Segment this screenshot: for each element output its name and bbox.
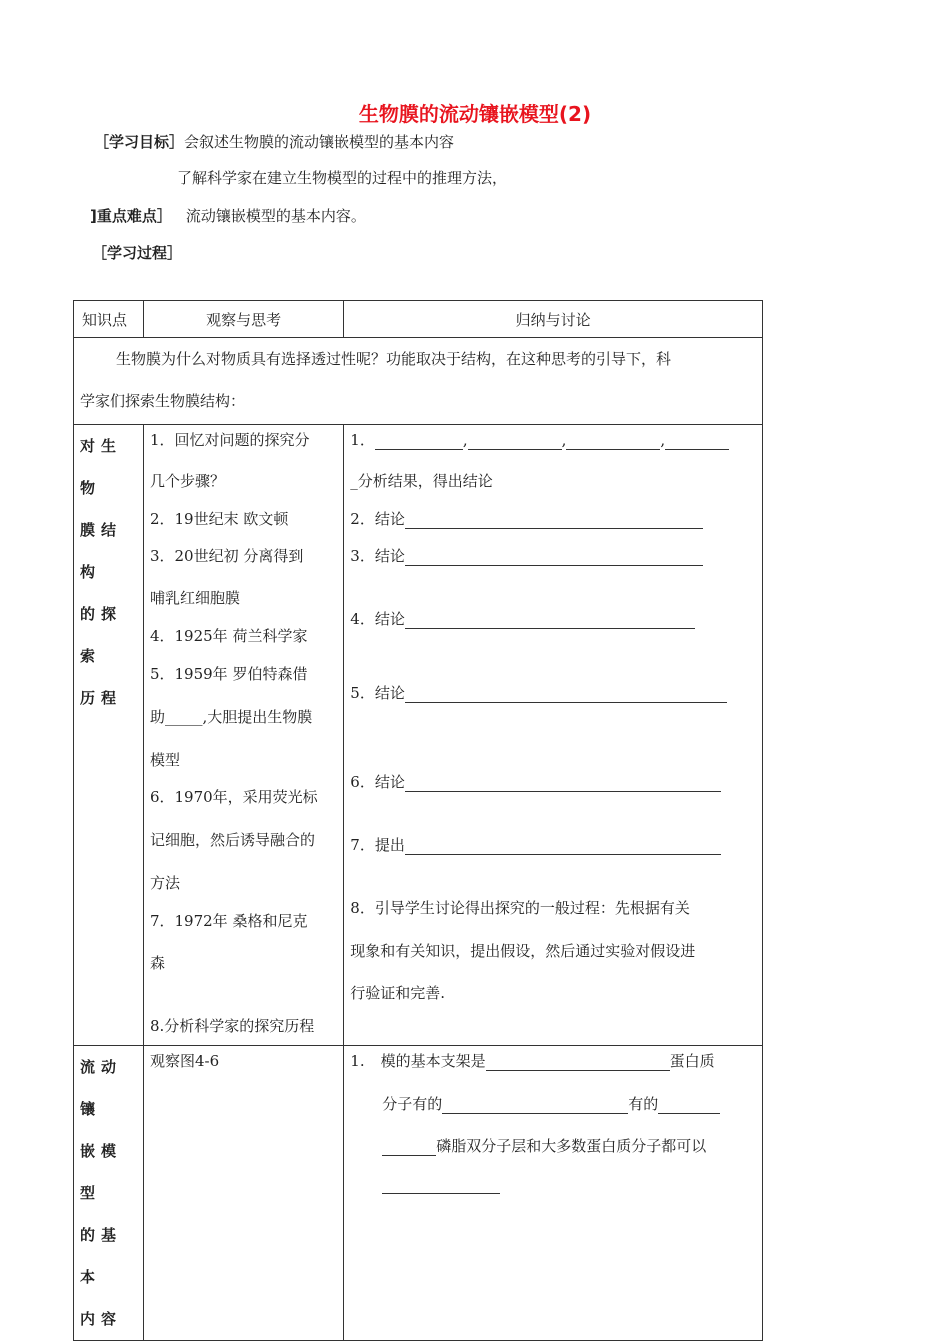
fill-blank[interactable] bbox=[405, 840, 721, 855]
item-label: 4．结论 bbox=[350, 610, 405, 628]
fill-blank[interactable] bbox=[405, 688, 727, 703]
discuss-item-1-cont: _分析结果，得出结论 bbox=[350, 472, 493, 490]
fill-blank[interactable] bbox=[375, 435, 463, 450]
table-row bbox=[74, 1046, 763, 1341]
discuss-text: 磷脂双分子层和大多数蛋白质分子都可以 bbox=[436, 1137, 707, 1155]
discuss-text: 模的基本支架是 bbox=[380, 1052, 486, 1070]
item-label: 2．结论 bbox=[350, 510, 405, 528]
observe-item: 6．1970年，采用荧光标 bbox=[149, 788, 318, 806]
header-discuss: 归纳与讨论 bbox=[344, 301, 763, 338]
topic-cell-history bbox=[74, 425, 144, 1046]
item-label: 7．提出 bbox=[350, 836, 405, 854]
topic-line: 历程 bbox=[80, 689, 123, 707]
discuss-item-8: 8．引导学生讨论得出探究的一般过程：先根据有关 bbox=[350, 899, 690, 917]
keypoints-text: 流动镶嵌模型的基本内容。 bbox=[185, 207, 366, 225]
discuss-item-8: 现象和有关知识，提出假设，然后通过实验对假设进 bbox=[350, 942, 696, 960]
observe-item: 记细胞，然后诱导融合的 bbox=[149, 831, 315, 849]
objectives-text-2: 了解科学家在建立生物模型的过程中的推理方法， bbox=[177, 169, 508, 187]
item-number: 1． bbox=[350, 431, 375, 449]
fill-blank[interactable] bbox=[405, 614, 695, 629]
objectives-label: ［学习目标］ bbox=[94, 133, 185, 151]
process-label: ［学习过程］ bbox=[92, 244, 183, 262]
discuss-item-1: 1． , , , bbox=[350, 429, 729, 450]
topic-line: 对生物 bbox=[80, 437, 123, 497]
fill-blank[interactable] bbox=[382, 1179, 500, 1194]
observe-item: 森 bbox=[149, 954, 165, 972]
objectives-text-1: 会叙述生物膜的流动镶嵌模型的基本内容 bbox=[184, 133, 455, 151]
observe-item: 方法 bbox=[149, 874, 180, 892]
observe-cell-content bbox=[143, 1046, 343, 1341]
header-knowledge: 知识点 bbox=[74, 301, 144, 338]
fill-blank[interactable] bbox=[405, 777, 721, 792]
keypoints-line bbox=[90, 205, 366, 226]
topic-line: 的探索 bbox=[80, 605, 123, 665]
table-header-row bbox=[74, 301, 763, 338]
discuss-line-2 bbox=[382, 1093, 720, 1114]
fill-blank[interactable] bbox=[468, 435, 562, 450]
discuss-text: 蛋白质 bbox=[669, 1052, 715, 1070]
topic-history bbox=[80, 425, 137, 719]
intro-text-1: 生物膜为什么对物质具有选择透过性呢？功能取决于结构，在这种思考的引导下，科 bbox=[116, 350, 672, 368]
topic-line: 流动镶 bbox=[80, 1058, 123, 1118]
observe-item: 7．1972年 桑格和尼克 bbox=[149, 912, 308, 930]
item-label: 5．结论 bbox=[350, 684, 405, 702]
fill-blank[interactable] bbox=[566, 435, 660, 450]
discuss-item-3 bbox=[350, 545, 703, 566]
study-table bbox=[73, 300, 763, 1341]
page-title: 生物膜的流动镶嵌模型(2) bbox=[358, 102, 592, 126]
discuss-item-8: 行验证和完善. bbox=[350, 984, 446, 1002]
observe-item: 5．1959年 罗伯特森借 bbox=[149, 665, 308, 683]
keypoints-label: ]重点难点］ bbox=[90, 207, 172, 225]
fill-blank[interactable] bbox=[382, 1141, 436, 1156]
observe-item: 3．20世纪初 分离得到 bbox=[149, 547, 304, 565]
observe-item: 模型 bbox=[149, 751, 180, 769]
intro-cell bbox=[74, 338, 763, 425]
discuss-line-1 bbox=[350, 1050, 714, 1071]
observe-item: 哺乳红细胞膜 bbox=[149, 589, 240, 607]
item-label: 3．结论 bbox=[350, 547, 405, 565]
observe-item: 几个步骤？ bbox=[149, 472, 225, 490]
header-observe: 观察与思考 bbox=[143, 301, 343, 338]
fill-blank[interactable] bbox=[658, 1099, 720, 1114]
topic-cell-content bbox=[74, 1046, 144, 1341]
fill-blank[interactable] bbox=[405, 551, 703, 566]
discuss-text: 分子有的 bbox=[382, 1095, 443, 1113]
discuss-line-4 bbox=[382, 1176, 500, 1194]
topic-content bbox=[80, 1046, 137, 1340]
topic-line: 的基本 bbox=[80, 1226, 123, 1286]
discuss-item-2 bbox=[350, 508, 703, 529]
discuss-cell-history bbox=[344, 425, 763, 1046]
fill-blank[interactable] bbox=[486, 1056, 670, 1071]
topic-line: 膜结构 bbox=[80, 521, 123, 581]
topic-line: 内容 bbox=[80, 1310, 123, 1328]
fill-blank[interactable] bbox=[442, 1099, 628, 1114]
discuss-line-3 bbox=[382, 1135, 706, 1156]
discuss-item-6 bbox=[350, 771, 721, 792]
intro-row bbox=[74, 338, 763, 425]
intro-text-2: 学家们探索生物膜结构： bbox=[80, 392, 246, 410]
item-label: 6．结论 bbox=[350, 773, 405, 791]
fill-blank[interactable] bbox=[405, 514, 703, 529]
observe-item: 1．回忆对问题的探究分 bbox=[149, 431, 310, 449]
fill-blank[interactable] bbox=[665, 435, 729, 450]
discuss-item-5 bbox=[350, 682, 727, 703]
table-row bbox=[74, 425, 763, 1046]
objectives-line bbox=[94, 131, 454, 152]
discuss-item-4 bbox=[350, 608, 695, 629]
observe-item: 2．19世纪末 欧文顿 bbox=[149, 510, 289, 528]
item-number: 1. bbox=[350, 1052, 365, 1070]
discuss-text: 有的 bbox=[628, 1095, 659, 1113]
observe-item: 4．1925年 荷兰科学家 bbox=[149, 627, 308, 645]
observe-item: 观察图4-6 bbox=[149, 1052, 220, 1070]
discuss-cell-content bbox=[344, 1046, 763, 1341]
discuss-item-7 bbox=[350, 834, 721, 855]
observe-cell-history bbox=[143, 425, 343, 1046]
observe-item: 助_____,大胆提出生物膜 bbox=[149, 708, 313, 726]
observe-item: 8.分析科学家的探究历程 bbox=[149, 1017, 315, 1035]
topic-line: 嵌模型 bbox=[80, 1142, 123, 1202]
